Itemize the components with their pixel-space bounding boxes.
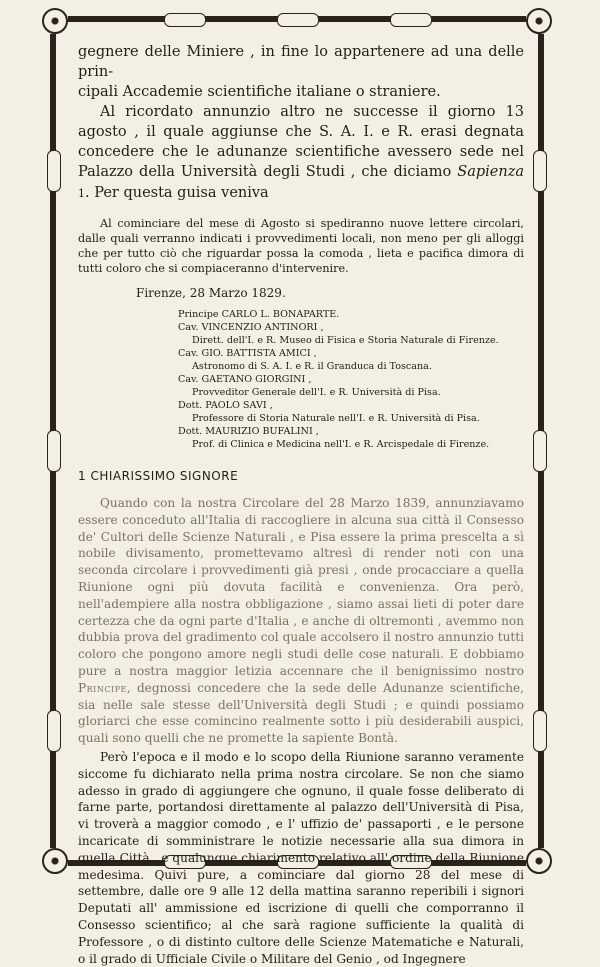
border-ornament-icon <box>533 150 547 192</box>
continued-line: cipali Accademie scientifiche italiane o straniere. <box>78 84 441 100</box>
signatory: Cav. VINCENZIO ANTINORI , Dirett. dell'I. e R. Museo di Fisica e Storia Naturale di Firenze. <box>178 322 499 346</box>
border-ornament-icon <box>533 710 547 752</box>
letter-paragraph: Quando con la nostra Circolare del 28 Marzo 1839, annunziavamo essere conceduto all'Italia di raccogliere in alcuna sua città il Consesso de' Cultori delle Scienze Naturali , e Pisa essere la prima prescelta a sì nobile divisamento, promettevamo altresì di render noti con una seconda circolare i provvedimenti già presi , onde procacciare a quella Riunione ogni più dovuta facilità e convenienza. Ora però, nell'adempiere alla nostra obbligazione , siamo assai lieti di poter dare certezza che da ogni parte d'Italia , e anche di oltremonti , avemmo non dubbia prova del gradimento col quale accolsero il nostro annunzio tutti coloro che pongono amore negli studi delle cose naturali. E dobbiamo pure a nostra maggior letizia accennare che il benignissimo nostro Principe, degnossi concedere che la sede delle Adunanze scientifiche, sia nelle sale stesse dell'Università degli Studi ; e quindi possiamo gloriarci che esse comincino realmente sotto i più desiderabili auspici, quali sono quelli che ne promette la sapiente Bontà. <box>78 496 524 746</box>
border-ornament-icon <box>164 13 206 27</box>
principe-smallcaps: Principe <box>78 680 127 695</box>
circular-notice: Al cominciare del mese di Agosto si spediranno nuove lettere circolari, dalle quali verranno indicati i provvedimenti locali, non meno per gli alloggi che per tutto ciò che riguardar possa la comoda , lieta e pacifica dimora di tutti coloro che si compiaceranno d'intervenire. <box>78 217 524 275</box>
footnote-marker: 1 <box>78 187 85 200</box>
salutation-heading: 1 CHIARISSIMO SIGNORE <box>78 469 239 483</box>
corner-ornament-icon <box>526 8 552 34</box>
continued-line: gegnere delle Miniere , in fine lo appartenere ad una delle prin- <box>78 44 524 80</box>
letter-paragraph: Però l'epoca e il modo e lo scopo della Riunione saranno veramente siccome fu dichiarato nella prima nostra circolare. Se non che siamo adesso in grado di aggiungere che ognuno, il quale fosse deliberato di farne parte, portandosi direttamente al palazzo dell'Università di Pisa, vi troverà a maggior comodo , e l' uffizio de' passaporti , e le persone incaricate di somministrare le notizie necessarie alla sua dimora in quella Città , e qualunque chiarimento relativo all' ordine della Riunione medesima. Quivi pure, a cominciare dal giorno 28 del mese di settembre, dalle ore 9 alle 12 della mattina saranno reperibili i signori Deputati all' ammissione ed iscrizione di quelli che comporranno il Consesso scientifico; al che sarà ragione sufficiente la qualità di Professore , o di distinto cultore delle Scienze Matematiche e Naturali, o il grado di Ufficiale Civile o Militare del Genio , od Ingegnere <box>78 749 524 966</box>
sapienza-italic: Sapienza <box>457 164 524 180</box>
border-ornament-icon <box>47 150 61 192</box>
border-ornament-icon <box>47 430 61 472</box>
border-ornament-icon <box>533 430 547 472</box>
border-ornament-icon <box>390 13 432 27</box>
page-body <box>78 42 524 967</box>
border-ornament-icon <box>277 13 319 27</box>
paragraph: Al ricordato annunzio altro ne successe il giorno 13 agosto , il quale aggiunse che S. A. I. e R. erasi degnata concedere che le adunanze scientifiche avessero sede nel Palazzo della Università degli Studi , che diciamo Sapienza 1. Per questa guisa veniva <box>78 104 524 201</box>
signatory: Dott. PAOLO SAVI , Professore di Storia Naturale nell'I. e R. Università di Pisa. <box>178 400 480 424</box>
date-line: Firenze, 28 Marzo 1829. <box>136 286 286 300</box>
corner-ornament-icon <box>42 848 68 874</box>
corner-ornament-icon <box>42 8 68 34</box>
signatory: Cav. GAETANO GIORGINI , Provveditor Generale dell'I. e R. Università di Pisa. <box>178 374 441 398</box>
signatory: Dott. MAURIZIO BUFALINI , Prof. di Clinica e Medicina nell'I. e R. Arcispedale di Firenze. <box>178 426 490 450</box>
border-ornament-icon <box>47 710 61 752</box>
signatory: Cav. GIO. BATTISTA AMICI , Astronomo di S. A. I. e R. il Granduca di Toscana. <box>178 348 432 372</box>
signatories-list <box>178 308 524 451</box>
signatory: Principe CARLO L. BONAPARTE. <box>178 309 340 320</box>
corner-ornament-icon <box>526 848 552 874</box>
